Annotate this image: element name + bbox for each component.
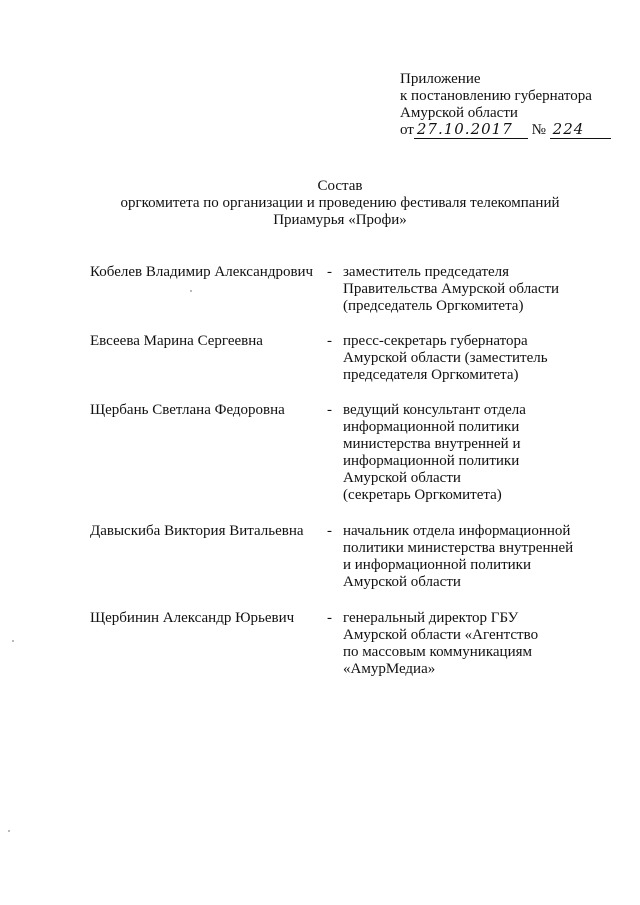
member-position (343, 402, 623, 504)
position-line: информационной политики (343, 453, 520, 469)
position-line: Амурской области «Агентство (343, 627, 539, 643)
member-name: Кобелев Владимир Александрович (90, 264, 314, 280)
scan-speck (8, 830, 10, 832)
date-field (414, 122, 528, 139)
position-line: информационной политики (343, 419, 520, 435)
member-name: Евсеева Марина Сергеевна (90, 333, 263, 349)
position-line: Правительства Амурской области (343, 281, 560, 297)
position-line: Амурской области (заместитель (343, 350, 548, 366)
position-line: Амурской области (343, 574, 461, 590)
member-position (343, 333, 623, 384)
number-prefix: № (531, 122, 546, 138)
annex-reference: к постановлению губернатора (400, 88, 592, 104)
handwritten-date: 27.10.2017 (416, 120, 513, 138)
position-line: пресс-секретарь губернатора (343, 333, 528, 349)
position-line: Амурской области (343, 470, 461, 486)
handwritten-number: 224 (552, 120, 585, 138)
member-dash: - (327, 402, 332, 418)
position-line: генеральный директор ГБУ (343, 610, 519, 626)
scan-speck (190, 290, 192, 292)
document-title (40, 178, 640, 229)
member-position (343, 523, 623, 591)
annex-date-number (400, 122, 630, 139)
title-line-2: оргкомитета по организации и проведению фестиваля телекомпаний (120, 195, 560, 211)
title-line-1: Состав (317, 178, 363, 194)
position-line: и информационной политики (343, 557, 531, 573)
position-line: начальник отдела информационной (343, 523, 571, 539)
member-dash: - (327, 610, 332, 626)
position-line: (председатель Оргкомитета) (343, 298, 524, 314)
member-dash: - (327, 333, 332, 349)
annex-header (400, 71, 630, 139)
member-dash: - (327, 264, 332, 280)
member-position (343, 610, 623, 678)
scan-speck (12, 640, 14, 642)
position-line: председателя Оргкомитета) (343, 367, 519, 383)
member-position (343, 264, 623, 315)
annex-title: Приложение (400, 71, 481, 87)
number-field (550, 122, 611, 139)
position-line: по массовым коммуникациям (343, 644, 532, 660)
position-line: ведущий консультант отдела (343, 402, 526, 418)
position-line: министерства внутренней и (343, 436, 521, 452)
position-line: заместитель председателя (343, 264, 510, 280)
member-dash: - (327, 523, 332, 539)
member-name: Щербань Светлана Федоровна (90, 402, 285, 418)
position-line: «АмурМедиа» (343, 661, 436, 677)
member-name: Давыскиба Виктория Витальевна (90, 523, 304, 539)
date-prefix: от (400, 122, 414, 138)
annex-region: Амурской области (400, 105, 518, 121)
title-line-3: Приамурья «Профи» (273, 212, 407, 228)
member-name: Щербинин Александр Юрьевич (90, 610, 295, 626)
position-line: (секретарь Оргкомитета) (343, 487, 502, 503)
position-line: политики министерства внутренней (343, 540, 574, 556)
